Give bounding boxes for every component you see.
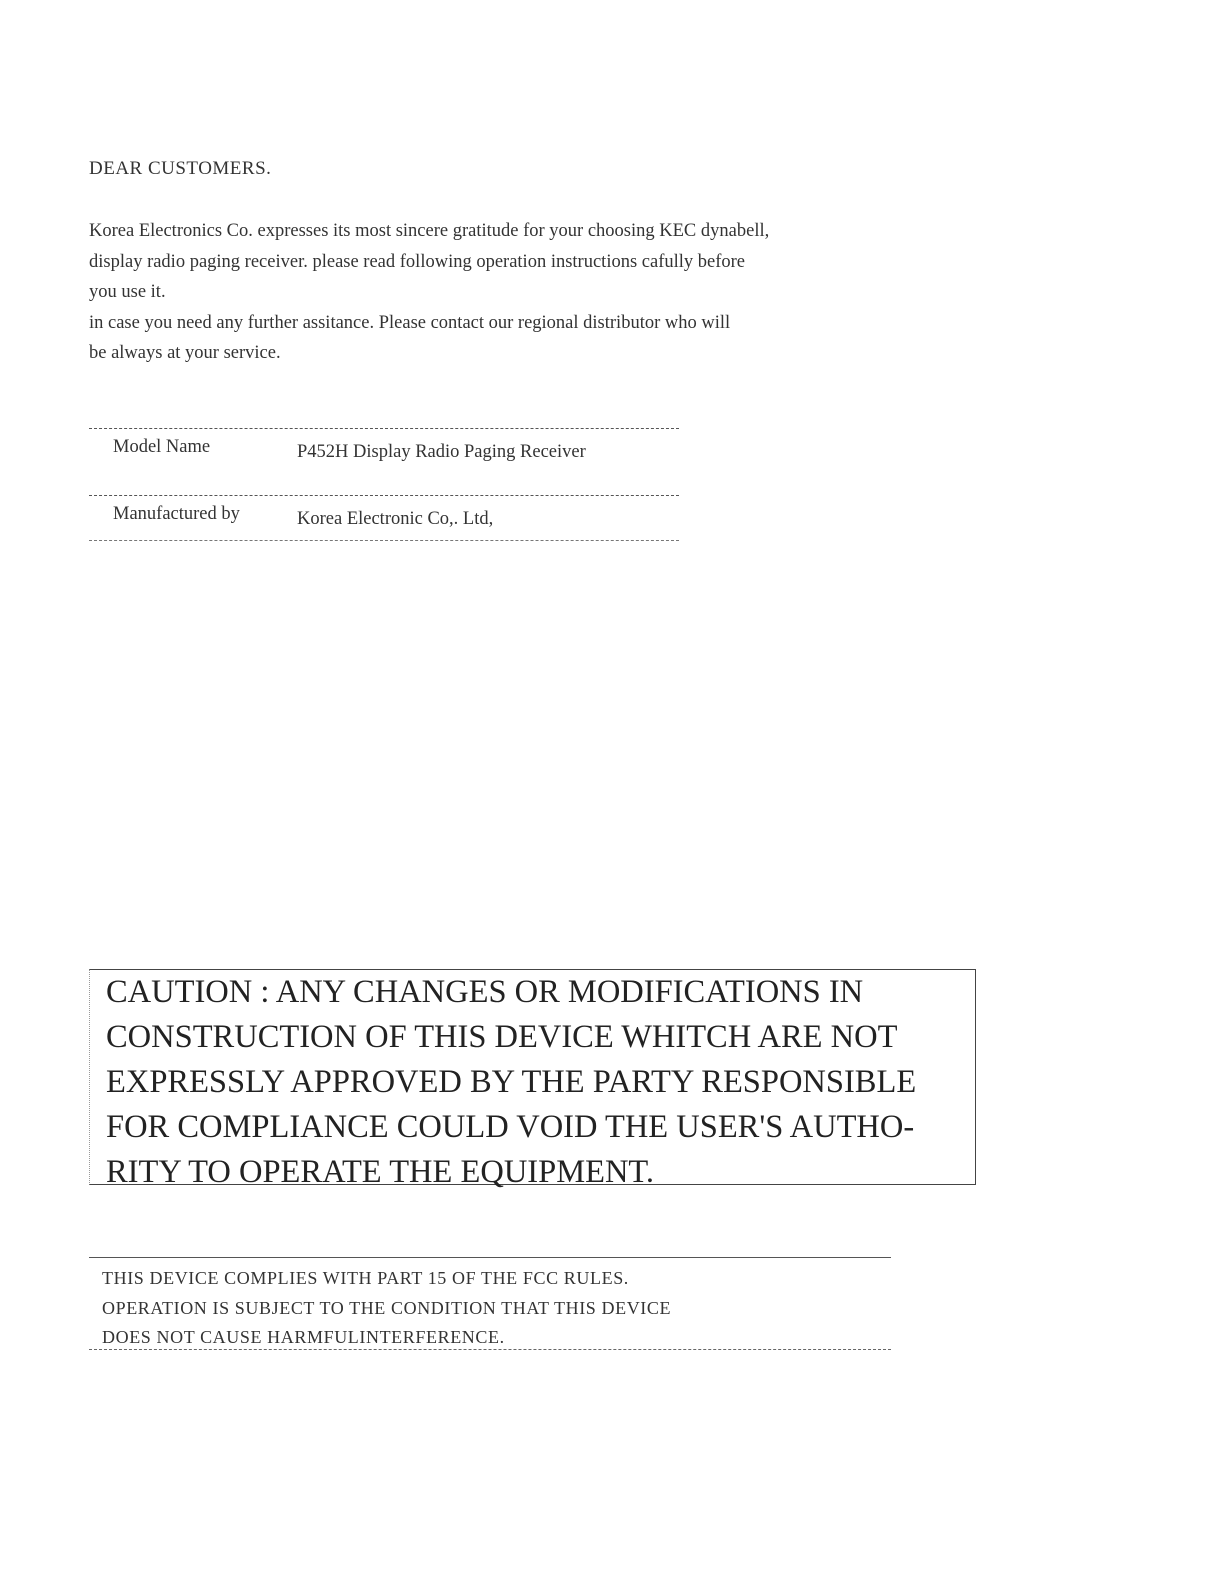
spec-row-model	[89, 428, 679, 496]
intro-line: Korea Electronics Co. expresses its most sincere gratitude for your choosing KEC dynabell,	[89, 221, 770, 241]
intro-paragraph	[89, 216, 969, 369]
spec-label-model: Model Name	[113, 437, 211, 457]
fcc-notice	[102, 1264, 882, 1353]
fcc-line: THIS DEVICE COMPLIES WITH PART 15 OF THE FCC RULES.	[102, 1268, 629, 1288]
intro-line: be always at your service.	[89, 343, 281, 363]
caution-line: FOR COMPLIANCE COULD VOID THE USER'S AUTHO-	[106, 1109, 915, 1145]
fcc-line: OPERATION IS SUBJECT TO THE CONDITION THAT THIS DEVICE	[102, 1297, 672, 1318]
fcc-line: DOES NOT CAUSE HARMFULINTERFERENCE.	[102, 1327, 505, 1347]
greeting-heading: DEAR CUSTOMERS.	[89, 158, 272, 179]
spec-value-manufacturer: Korea Electronic Co,. Ltd,	[297, 509, 494, 529]
caution-line: CONSTRUCTION OF THIS DEVICE WHITCH ARE NOT	[106, 1019, 898, 1055]
spec-row-manufacturer	[89, 496, 679, 541]
caution-line: RITY TO OPERATE THE EQUIPMENT.	[106, 1154, 654, 1190]
intro-line: you use it.	[89, 282, 166, 302]
caution-notice	[106, 970, 972, 1195]
spec-value-model: P452H Display Radio Paging Receiver	[297, 442, 586, 462]
caution-line: CAUTION : ANY CHANGES OR MODIFICATIONS IN	[106, 974, 864, 1010]
product-spec-table	[89, 428, 679, 541]
intro-line: display radio paging receiver. please read following operation instructions cafully before	[89, 251, 746, 272]
intro-line: in case you need any further assitance. Please contact our regional distributor who will	[89, 312, 731, 333]
spec-label-manufacturer: Manufactured by	[113, 504, 240, 524]
caution-line: EXPRESSLY APPROVED BY THE PARTY RESPONSIBLE	[106, 1064, 917, 1100]
